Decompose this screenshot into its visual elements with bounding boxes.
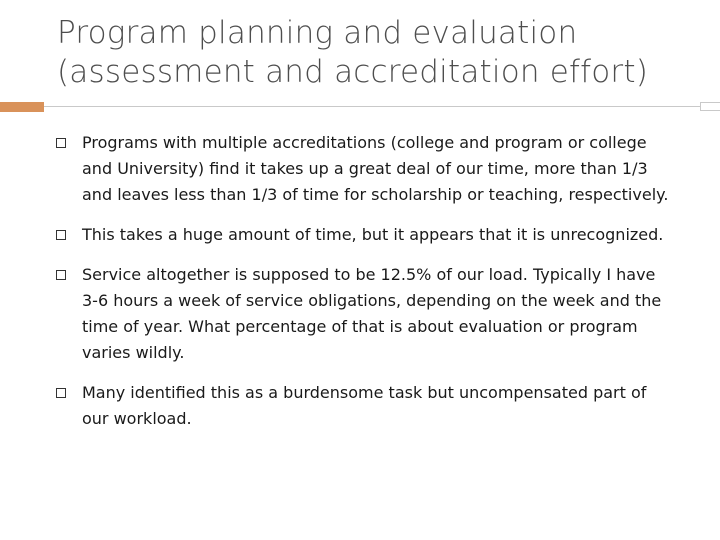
bullet-item xyxy=(56,222,676,248)
title-divider-end-cap xyxy=(700,102,720,111)
title-divider-line xyxy=(44,106,700,107)
bullet-text: Programs with multiple accreditations (college and program or college and University) find it takes up a great deal of our time, more than 1/3 and leaves less than 1/3 of time for scholarship or teaching, respectively. xyxy=(82,133,669,204)
bullet-text: Service altogether is supposed to be 12.5% of our load. Typically I have 3-6 hours a week of service obligations, depending on the week and the time of year. What percentage of that is about evaluation or program varies wildly. xyxy=(82,265,662,362)
slide-title xyxy=(57,14,707,92)
hollow-square-icon xyxy=(56,388,66,398)
hollow-square-icon xyxy=(56,230,66,240)
slide-title-line-2: (assessment and accreditation effort) xyxy=(57,54,649,90)
bullet-item xyxy=(56,380,676,432)
bullet-text: This takes a huge amount of time, but it appears that it is unrecognized. xyxy=(82,225,664,244)
bullet-list xyxy=(56,130,676,446)
bullet-item xyxy=(56,130,676,208)
bullet-text: Many identified this as a burdensome task but uncompensated part of our workload. xyxy=(82,383,647,428)
title-accent-bar xyxy=(0,102,44,112)
bullet-item xyxy=(56,262,676,366)
hollow-square-icon xyxy=(56,138,66,148)
slide-title-line-1: Program planning and evaluation xyxy=(57,15,578,51)
hollow-square-icon xyxy=(56,270,66,280)
